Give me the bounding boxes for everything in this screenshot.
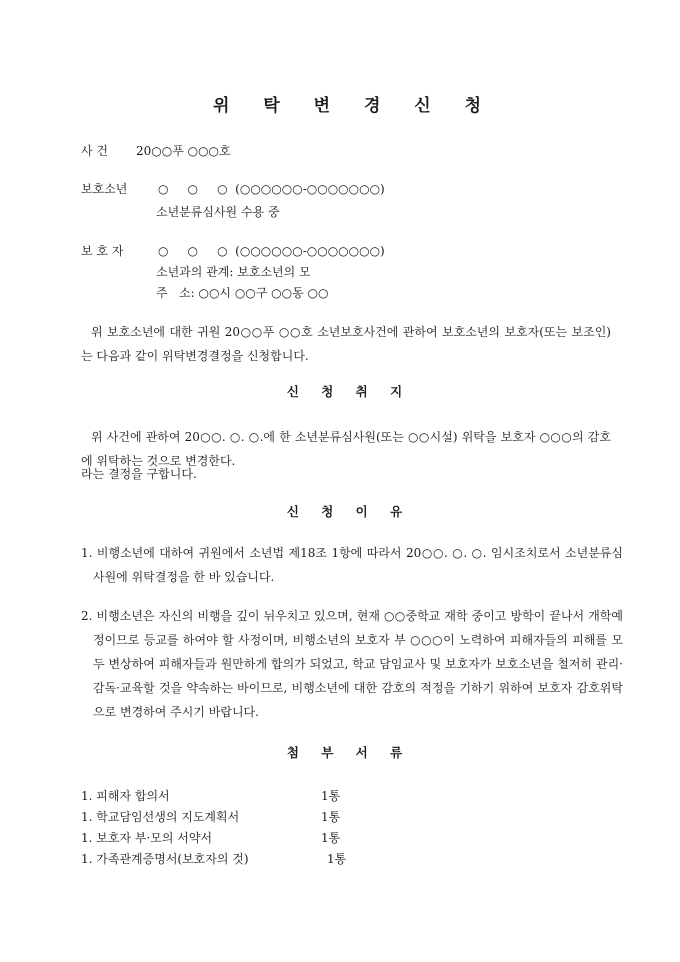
attachment-item xyxy=(81,830,381,846)
document-title: 위 탁 변 경 신 청 xyxy=(212,96,496,116)
purpose-closing: 라는 결정을 구합니다. xyxy=(81,467,197,481)
guardian-address: 주 소: ○○시 ○○구 ○○동 ○○ xyxy=(156,286,329,300)
juvenile-name-line: ○ ○ ○ (○○○○○○-○○○○○○○) xyxy=(158,182,385,196)
juvenile-detail: 소년분류심사원 수용 중 xyxy=(156,205,280,219)
reason-item: 1. 비행소년에 대하여 귀원에서 소년법 제18조 1항에 따라서 20○○. ○. ○. 임시조치로서 소년분류심사원에 위탁결정을 한 바 있습니다. xyxy=(81,546,623,584)
intro-paragraph: 위 보호소년에 대한 귀원 20○○푸 ○○호 소년보호사건에 관하여 보호소년의 보호자(또는 보조인)는 다음과 같이 위탁변경결정을 신청합니다. xyxy=(81,325,611,363)
juvenile-label: 보호소년 xyxy=(81,182,128,196)
attachment-name: 1. 피해자 합의서 xyxy=(81,789,170,803)
attachment-name: 1. 가족관계증명서(보호자의 것) xyxy=(81,852,249,866)
case-label: 사 건 xyxy=(81,144,108,158)
case-number: 20○○푸 ○○○호 xyxy=(136,144,231,158)
reason-item: 2. 비행소년은 자신의 비행을 깊이 뉘우치고 있으며, 현재 ○○중학교 재학 중이고 방학이 끝나서 개학예정이므로 등교를 하여야 할 사정이며, 비행소년의 보호자 부 ○○○이 노력하여 피해자들의 피해를 모두 변상하여 피해자들과 원만하게 합의가 되었고, 학교 담임교사 및 보호자가 보호소년을 철저히 관리·감독·교육할 것을 약속하는 바이므로, 비행소년에 대한 감호의 적정을 기하기 위하여 보호자 감호위탁으로 변경하여 주시기 바랍니다. xyxy=(81,609,623,719)
attachment-count: 1통 xyxy=(321,789,341,803)
guardian-name-line: ○ ○ ○ (○○○○○○-○○○○○○○) xyxy=(158,244,385,258)
attachment-item xyxy=(81,809,381,825)
attachment-count: 1통 xyxy=(327,852,347,866)
purpose-body: 위 사건에 관하여 20○○. ○. ○.에 한 소년분류심사원(또는 ○○시설) 위탁을 보호자 ○○○의 감호에 위탁하는 것으로 변경한다. xyxy=(81,430,611,468)
guardian-label: 보 호 자 xyxy=(81,244,124,258)
attachment-item xyxy=(81,851,381,867)
reasons-heading: 신 청 이 유 xyxy=(286,504,412,519)
attachment-count: 1통 xyxy=(321,831,341,845)
attachments-heading: 첨 부 서 류 xyxy=(286,745,412,760)
purpose-heading: 신 청 취 지 xyxy=(286,384,412,399)
guardian-relation: 소년과의 관계: 보호소년의 모 xyxy=(156,265,311,279)
attachment-item xyxy=(81,788,381,804)
attachment-name: 1. 학교담임선생의 지도계획서 xyxy=(81,810,240,824)
attachment-name: 1. 보호자 부·모의 서약서 xyxy=(81,831,213,845)
attachment-count: 1통 xyxy=(321,810,341,824)
